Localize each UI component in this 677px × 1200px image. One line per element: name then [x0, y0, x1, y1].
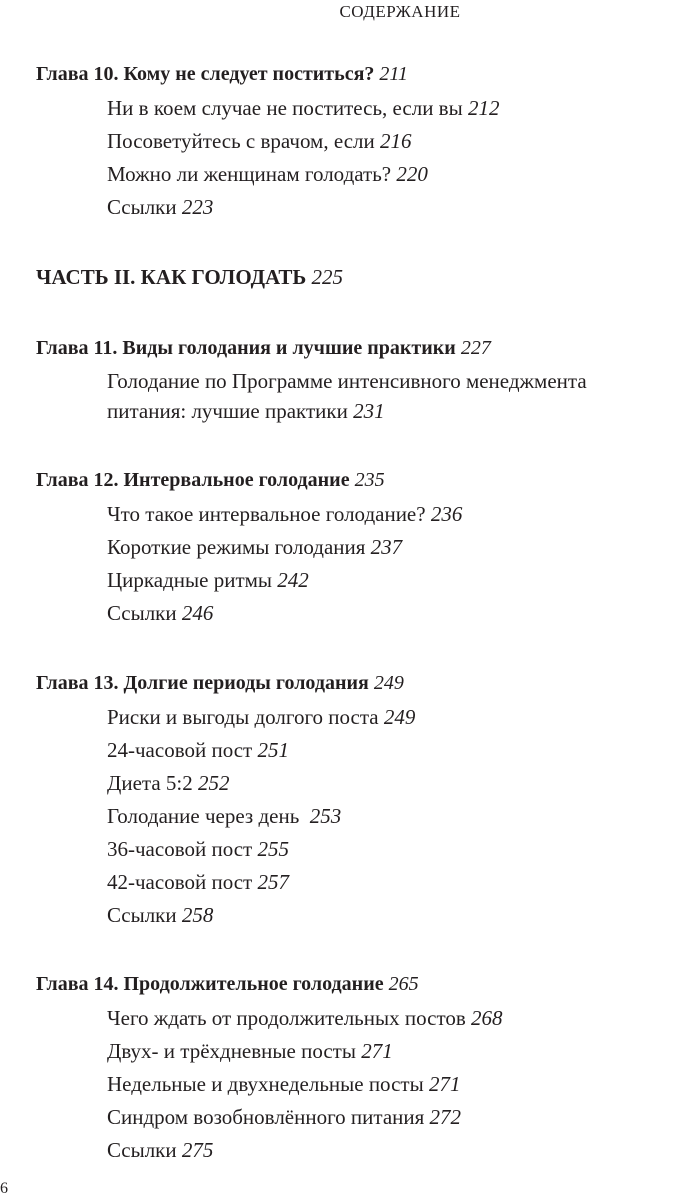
- toc-entry[interactable]: [107, 1039, 393, 1064]
- toc-entry[interactable]: [107, 1072, 460, 1097]
- toc-entry[interactable]: [107, 568, 309, 593]
- entry-title: 36-часовой пост: [107, 837, 253, 861]
- toc-entry[interactable]: [107, 601, 213, 626]
- page-number: 255: [257, 837, 289, 861]
- toc-entry[interactable]: [107, 129, 411, 154]
- page-number: 271: [428, 1072, 461, 1096]
- page-folio: 6: [0, 1180, 8, 1197]
- entry-title: Голодание через день: [107, 804, 305, 828]
- entry-title: Чего ждать от продолжительных постов: [107, 1006, 466, 1030]
- toc-entry[interactable]: [107, 369, 587, 394]
- page-number: 249: [373, 672, 404, 694]
- toc-chapter-10[interactable]: [36, 63, 408, 86]
- toc-chapter-13[interactable]: [36, 672, 404, 695]
- page-number: 211: [379, 63, 408, 85]
- page-number: 220: [396, 162, 428, 186]
- page-number: 227: [460, 337, 491, 359]
- page-number: 237: [370, 535, 403, 559]
- entry-title: Недельные и двухнедельные посты: [107, 1072, 424, 1096]
- chapter-title: Глава 12. Интервальное голодание: [36, 469, 350, 491]
- chapter-title: Глава 10. Кому не следует поститься?: [36, 63, 375, 85]
- chapter-title: Глава 11. Виды голодания и лучшие практики: [36, 337, 456, 359]
- entry-title: Посоветуйтесь с врачом, если: [107, 129, 375, 153]
- page-number: 235: [354, 469, 385, 491]
- toc-entry[interactable]: [107, 705, 415, 730]
- toc-entry[interactable]: [107, 535, 402, 560]
- page-number: 246: [181, 601, 214, 625]
- entry-title: Ссылки: [107, 903, 177, 927]
- entry-title: Двух- и трёхдневные посты: [107, 1039, 356, 1063]
- toc-entry[interactable]: [107, 96, 499, 121]
- chapter-title: Глава 14. Продолжительное голодание: [36, 973, 384, 995]
- entry-title: 24-часовой пост: [107, 738, 253, 762]
- page-number: 251: [257, 738, 289, 762]
- toc-entry[interactable]: [107, 870, 289, 895]
- page-number: 223: [181, 195, 214, 219]
- page-number: 258: [181, 903, 214, 927]
- entry-title: Ссылки: [107, 1138, 177, 1162]
- toc-entry[interactable]: [107, 1006, 503, 1031]
- toc-entry[interactable]: [107, 903, 213, 928]
- page-number: 272: [429, 1105, 462, 1129]
- entry-title: Ссылки: [107, 601, 177, 625]
- page-number: 257: [257, 870, 289, 894]
- entry-title: Можно ли женщинам голодать?: [107, 162, 392, 186]
- entry-title: Циркадные ритмы: [107, 568, 273, 592]
- page-number: 265: [388, 973, 419, 995]
- page-number: 253: [309, 804, 342, 828]
- entry-title: Ссылки: [107, 195, 177, 219]
- entry-title: Диета 5:2: [107, 771, 193, 795]
- page-number: 268: [471, 1006, 503, 1030]
- toc-part-2[interactable]: [36, 265, 343, 290]
- toc-entry[interactable]: [107, 837, 289, 862]
- page-number: 236: [430, 502, 463, 526]
- page-number: 212: [467, 96, 500, 120]
- toc-chapter-14[interactable]: [36, 973, 419, 996]
- toc-entry[interactable]: [107, 162, 428, 187]
- page-number: 231: [353, 399, 385, 423]
- page-number: 249: [383, 705, 416, 729]
- toc-entry[interactable]: [107, 1138, 213, 1163]
- entry-title: 42-часовой пост: [107, 870, 253, 894]
- toc-entry-continuation[interactable]: [107, 399, 385, 424]
- page-number: 225: [311, 265, 344, 289]
- toc-entry[interactable]: [107, 771, 229, 796]
- toc-chapter-12[interactable]: [36, 469, 385, 492]
- page-number: 271: [361, 1039, 393, 1063]
- running-head: СОДЕРЖАНИЕ: [339, 2, 461, 21]
- entry-title-line1: Голодание по Программе интенсивного менеджмента: [107, 369, 587, 393]
- chapter-title: Глава 13. Долгие периоды голодания: [36, 672, 369, 694]
- toc-entry[interactable]: [107, 1105, 461, 1130]
- page-number: 275: [181, 1138, 214, 1162]
- page-number: 252: [197, 771, 230, 795]
- entry-title: Ни в коем случае не поститесь, если вы: [107, 96, 463, 120]
- entry-title: Что такое интервальное голодание?: [107, 502, 426, 526]
- entry-title: Риски и выгоды долгого поста: [107, 705, 379, 729]
- page-number: 242: [277, 568, 309, 592]
- entry-title: Короткие режимы голодания: [107, 535, 366, 559]
- toc-entry[interactable]: [107, 804, 341, 829]
- toc-entry[interactable]: [107, 738, 289, 763]
- part-title: ЧАСТЬ II. КАК ГОЛОДАТЬ: [36, 265, 307, 289]
- toc-chapter-11[interactable]: [36, 337, 491, 360]
- entry-title: Синдром возобновлённого питания: [107, 1105, 425, 1129]
- toc-entry[interactable]: [107, 195, 213, 220]
- toc-entry[interactable]: [107, 502, 462, 527]
- page-number: 216: [379, 129, 412, 153]
- entry-title-line2: питания: лучшие практики: [107, 399, 348, 423]
